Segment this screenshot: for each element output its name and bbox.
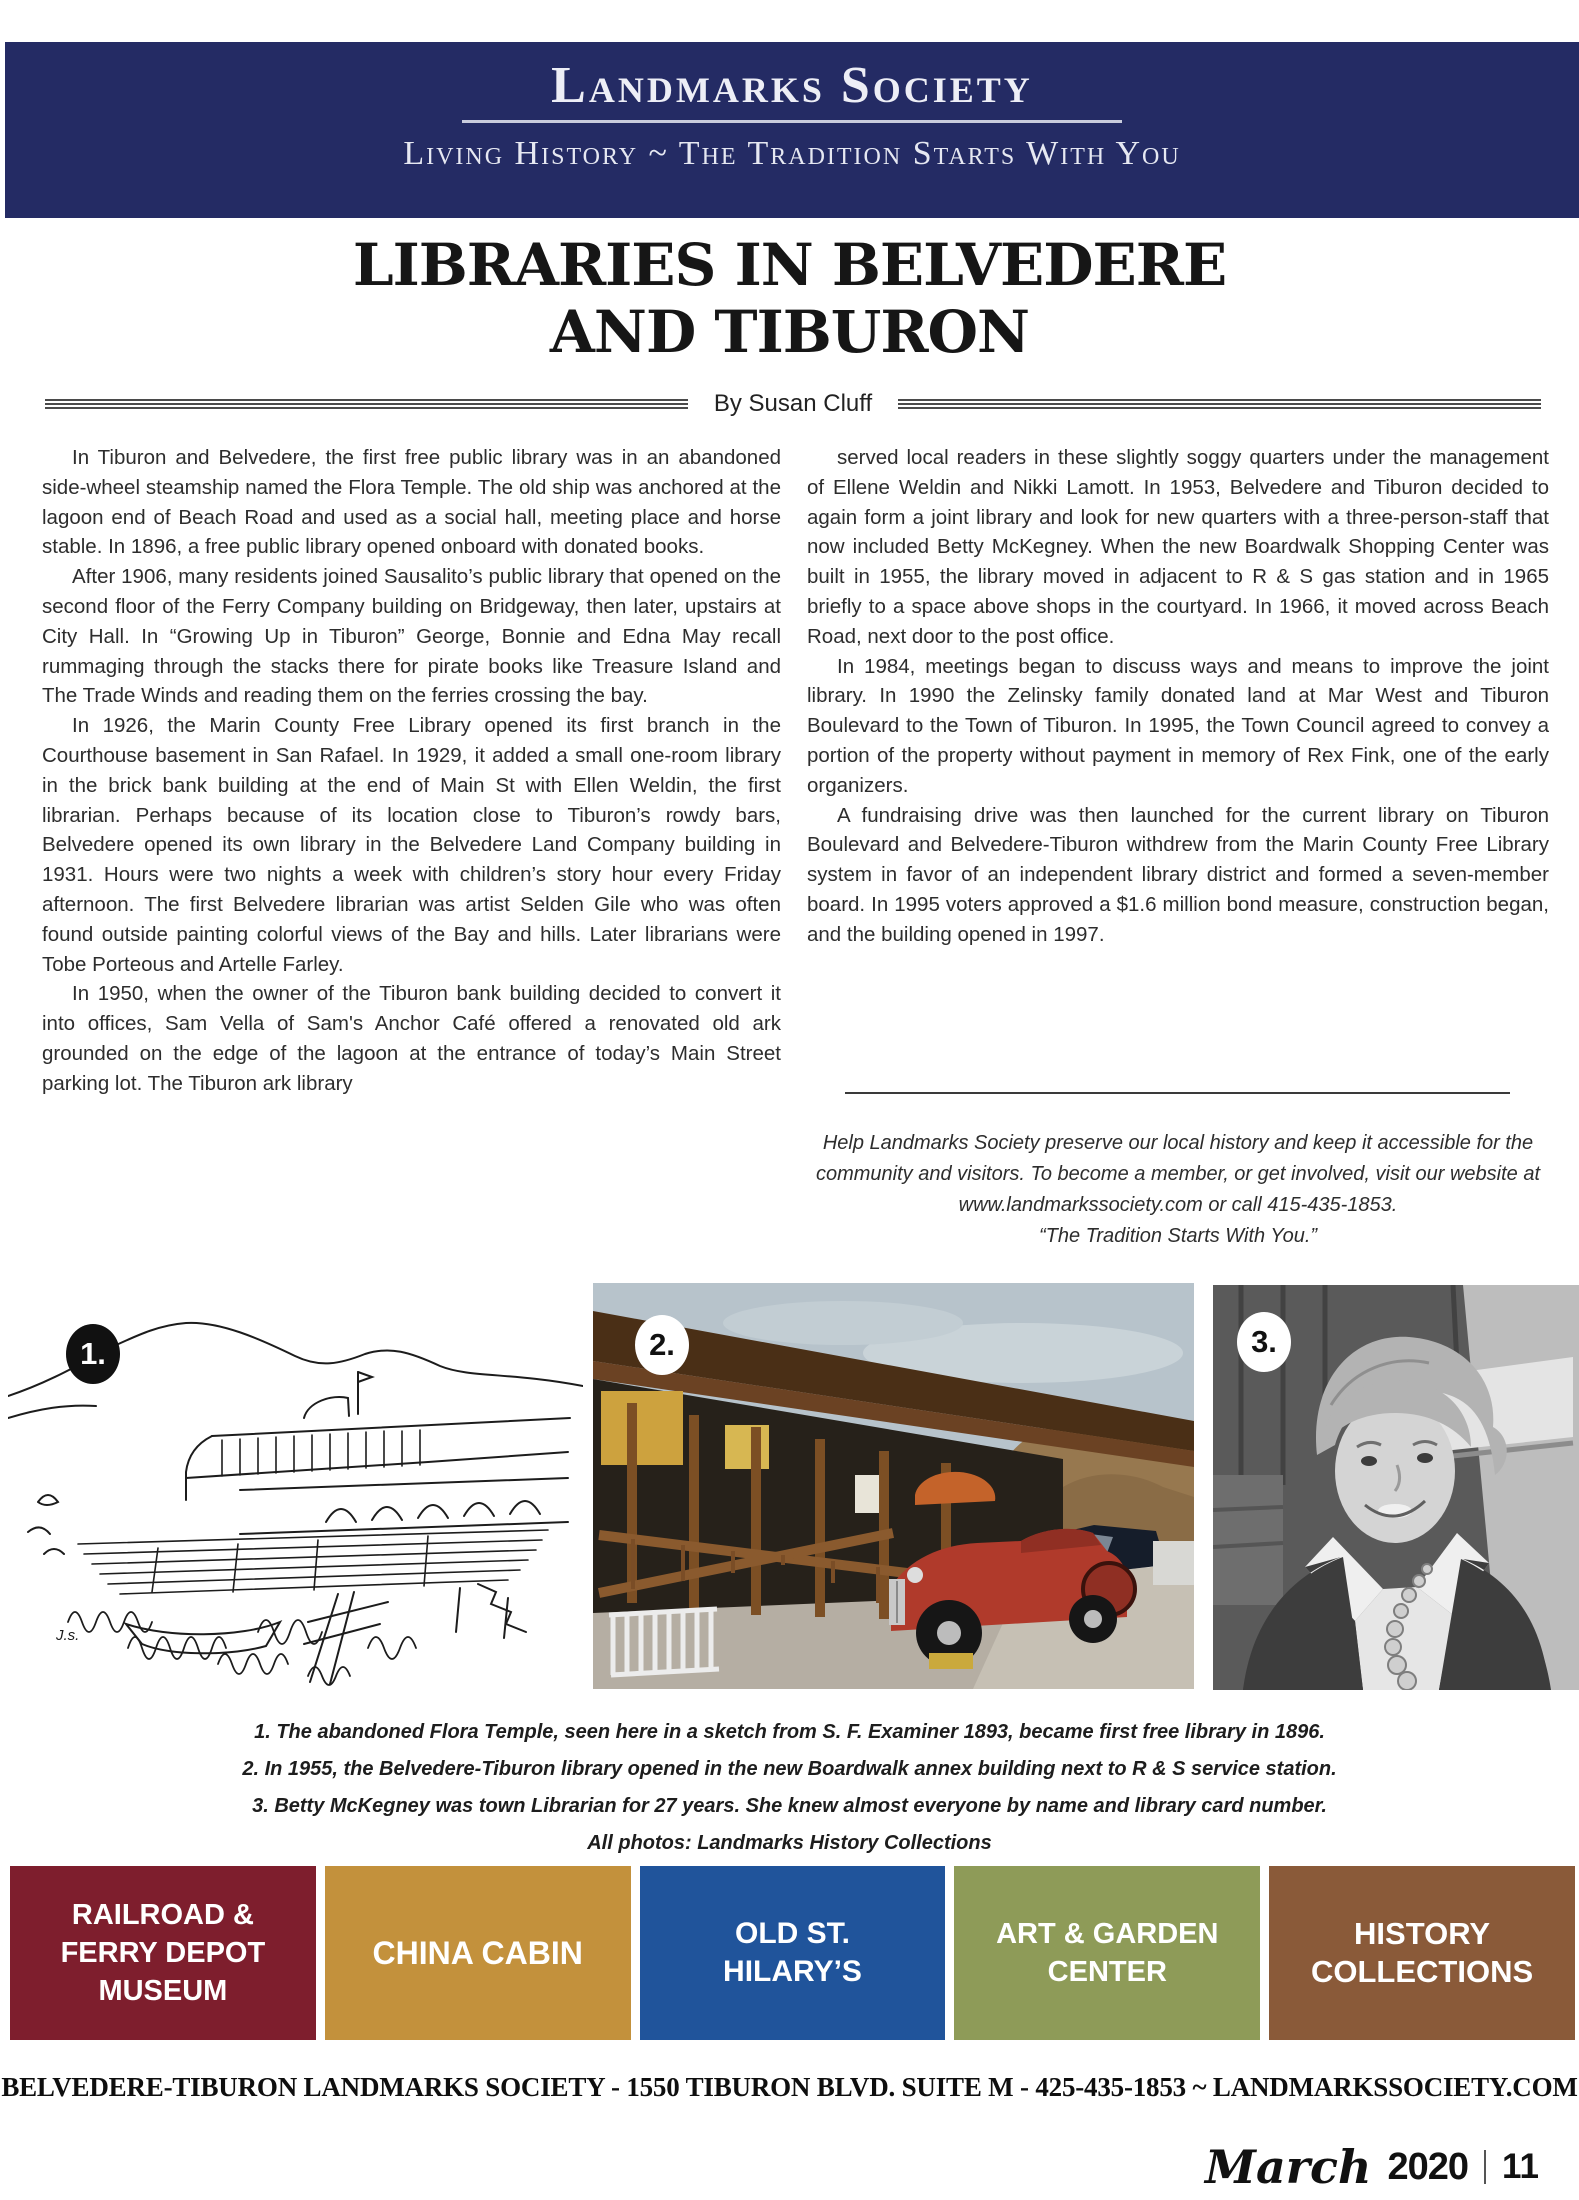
membership-callout bbox=[800, 1128, 1556, 1252]
callout-text: Help Landmarks Society preserve our local history and keep it accessible for the community and visitors. To become a member, or get involved, visit our website at www.landmarkssociety.com or call 415-435-1853. bbox=[815, 1132, 1541, 1216]
figure-flora-temple-sketch bbox=[8, 1292, 583, 1690]
photo-captions bbox=[0, 1714, 1579, 1862]
photo-credit: All photos: Landmarks History Collections bbox=[587, 1832, 992, 1854]
callout-quote: “The Tradition Starts With You.” bbox=[1038, 1225, 1318, 1247]
byline-row bbox=[45, 390, 1541, 418]
figure-betty-mckegney-portrait bbox=[1213, 1285, 1579, 1690]
figure-3-number-badge: 3. bbox=[1237, 1312, 1291, 1372]
figure-boardwalk-annex-photo bbox=[593, 1283, 1194, 1689]
paragraph: In 1950, when the owner of the Tiburon bank building decided to convert it into offices, Sam Vella of Sam's Anchor Café offered a renovated old ark grounded on the edge of the lagoon at the entrance of today’s Main Street parking lot. The Tiburon ark library bbox=[42, 982, 781, 1095]
svg-text:J.s.: J.s. bbox=[56, 1627, 80, 1644]
page-number: 11 bbox=[1502, 2147, 1539, 2186]
masthead-banner bbox=[5, 42, 1579, 218]
society-address: BELVEDERE-TIBURON LANDMARKS SOCIETY - 1550 TIBURON BLVD. SUITE M - 425-435-1853 ~ LANDMARKSSOCIETY.COM bbox=[1, 2072, 1578, 2102]
issue-page-number bbox=[1205, 2140, 1539, 2194]
paragraph: After 1906, many residents joined Sausalito’s public library that opened on the second floor of the Ferry Company building on Bridgeway, then later, upstairs at City Hall. In “Growing Up in Tiburon” George, Bonnie and Edna May recall rummaging through the stacks there for pirate books like Treasure Island and The Trade Winds and reading them on the ferries crossing the bay. bbox=[42, 565, 781, 708]
article-title-line2: AND TIBURON bbox=[549, 298, 1030, 366]
banner-divider bbox=[462, 120, 1122, 123]
issue-year: 2020 bbox=[1387, 2145, 1468, 2188]
society-name: Landmarks Society bbox=[551, 57, 1033, 114]
site-box-railroad-ferry-depot-museum: RAILROAD & FERRY DEPOT MUSEUM bbox=[10, 1866, 316, 2040]
paragraph: In Tiburon and Belvedere, the first free public library was in an abandoned side-wheel steamship named the Flora Temple. The old ship was anchored at the lagoon end of Beach Road and used as a social hall, meeting place and horse stable. In 1896, a free public library opened onboard with donated books. bbox=[42, 446, 781, 559]
byline: By Susan Cluff bbox=[713, 390, 873, 417]
body-column-right bbox=[807, 443, 1549, 950]
site-box-old-st-hilarys: OLD ST. HILARY’S bbox=[640, 1866, 946, 2040]
caption-3: 3. Betty McKegney was town Librarian for 27 years. She knew almost everyone by name and library card number. bbox=[252, 1795, 1327, 1817]
callout-divider bbox=[845, 1092, 1510, 1094]
paragraph: served local readers in these slightly soggy quarters under the management of Ellene Weldin and Nikki Lamott. In 1953, Belvedere and Tiburon decided to again form a joint library and look for new quarters with a three-person-staff that now included Betty McKegney. When the new Boardwalk Shopping Center was built in 1955, the library moved in adjacent to R & S gas station and in 1965 briefly to a space above shops in the courtyard. In 1966, it moved across Beach Road, next door to the post office. bbox=[807, 446, 1549, 648]
caption-1: 1. The abandoned Flora Temple, seen here in a sketch from S. F. Examiner 1893, became first free library in 1896. bbox=[254, 1721, 1325, 1743]
body-column-left bbox=[42, 443, 781, 1099]
society-tagline: Living History ~ The Tradition Starts With You bbox=[403, 135, 1181, 172]
paragraph: In 1926, the Marin County Free Library opened its first branch in the Courthouse basement in San Rafael. In 1929, it added a small one-room library in the brick bank building at the end of Main St with Ellen Weldin, the first librarian. Perhaps because of its location close to Tiburon’s rowdy bars, Belvedere opened its own library in the Belvedere Land Company building in 1931. Hours were two nights a week with children’s story hour every Friday afternoon. The first Belvedere librarian was artist Selden Gile who was often found outside painting colorful views of the Bay and hills. Later librarians were Tobe Porteous and Artelle Farley. bbox=[42, 714, 781, 976]
figure-2-number-badge: 2. bbox=[635, 1315, 689, 1375]
article-title bbox=[0, 232, 1579, 366]
issue-month: March bbox=[1205, 2140, 1372, 2194]
sites-banner-row bbox=[10, 1866, 1575, 2040]
figure-1-number-badge: 1. bbox=[66, 1324, 120, 1384]
site-box-art-garden-center: ART & GARDEN CENTER bbox=[954, 1866, 1260, 2040]
byline-rule-left bbox=[45, 403, 688, 405]
paragraph: In 1984, meetings began to discuss ways and means to improve the joint library. In 1990 the Zelinsky family donated land at Mar West and Tiburon Boulevard to the Town of Tiburon. In 1995, the Town Council agreed to convey a portion of the property without payment in memory of Rex Fink, one of the early organizers. bbox=[807, 654, 1549, 797]
paragraph: A fundraising drive was then launched for the current library on Tiburon Boulevard and Belvedere-Tiburon withdrew from the Marin County Free Library system in favor of an independent library district and formed a seven-member board. In 1995 voters approved a $1.6 million bond measure, construction began, and the building opened in 1997. bbox=[807, 803, 1549, 946]
article-title-line1: LIBRARIES IN BELVEDERE bbox=[352, 231, 1227, 299]
caption-2: 2. In 1955, the Belvedere-Tiburon library opened in the new Boardwalk annex building next to R & S service station. bbox=[242, 1758, 1337, 1780]
site-box-history-collections: HISTORY COLLECTIONS bbox=[1269, 1866, 1575, 2040]
byline-rule-right bbox=[898, 403, 1541, 405]
site-box-china-cabin: CHINA CABIN bbox=[325, 1866, 631, 2040]
page-number-divider bbox=[1484, 2150, 1486, 2184]
